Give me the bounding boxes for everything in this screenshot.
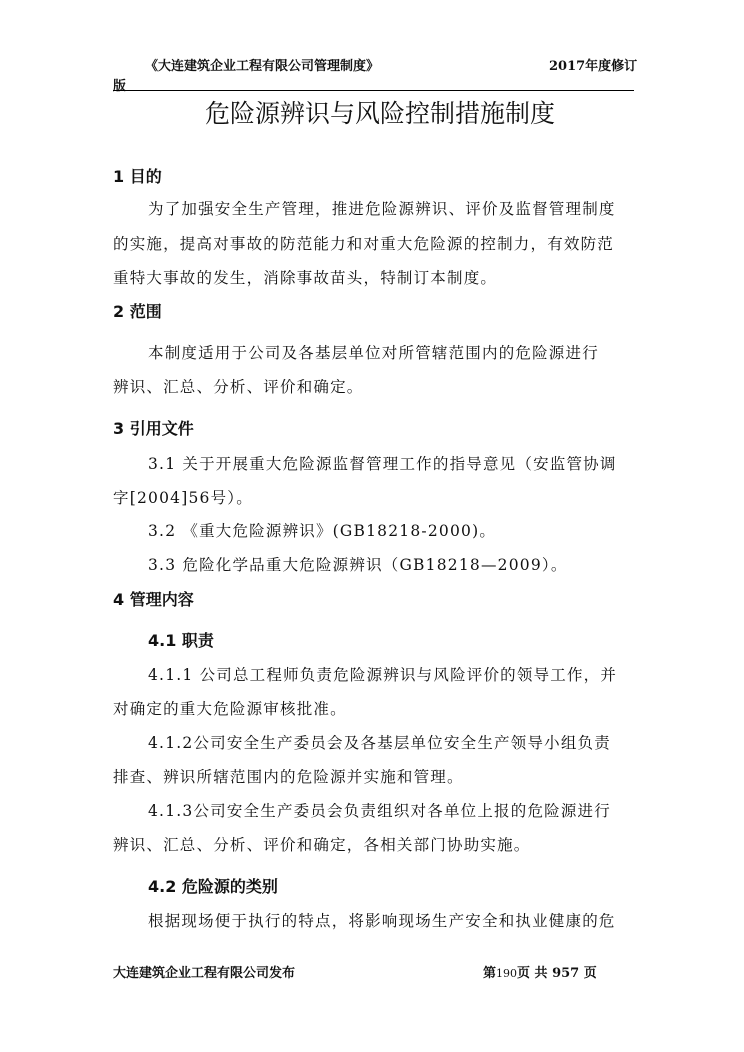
paragraph-line: 的实施，提高对事故的防范能力和对重大危险源的控制力，有效防范 [113,235,615,253]
paragraph-line: 根据现场便于执行的特点，将影响现场生产安全和执业健康的危 [148,912,616,930]
paragraph-line: 4.1.1 公司总工程师负责危险源辨识与风险评价的领导工作，并 [148,666,618,684]
paragraph-line: 排查、辨识所辖范围内的危险源并实施和管理。 [113,768,464,786]
section-heading-management: 4 管理内容 [113,590,194,609]
header-doc-title: 《大连建筑企业工程有限公司管理制度》 [145,59,380,74]
page-title: 危险源辨识与风险控制措施制度 [205,99,556,128]
paragraph-line: 4.1.2公司安全生产委员会及各基层单位安全生产领导小组负责 [148,734,611,752]
header-revision: 2017年度修订 [549,59,638,74]
footer-publisher: 大连建筑企业工程有限公司发布 [113,966,296,981]
section-heading-scope: 2 范围 [113,302,162,321]
section-heading-purpose: 1 目的 [113,167,162,186]
paragraph-line: 为了加强安全生产管理，推进危险源辨识、评价及监督管理制度 [148,200,616,218]
footer-page-suffix: 页 [583,966,597,981]
footer-page-mid: 页 共 [517,966,548,981]
section-heading-references: 3 引用文件 [113,419,194,438]
paragraph-line: 4.1.3公司安全生产委员会负责组织对各单位上报的危险源进行 [148,802,611,820]
paragraph-line: 本制度适用于公司及各基层单位对所管辖范围内的危险源进行 [148,344,599,362]
paragraph-line: 辨识、汇总、分析、评价和确定。 [113,378,364,396]
paragraph-line: 3.2 《重大危险源辨识》(GB18218-2000)。 [148,522,497,540]
paragraph-line: 3.3 危险化学品重大危险源辨识（GB18218—2009）。 [148,556,568,574]
footer-page-prefix: 第 [483,966,497,981]
paragraph-line: 字[2004]56号）。 [113,489,253,507]
paragraph-line: 对确定的重大危险源审核批准。 [113,700,347,718]
footer-page-info [483,962,597,981]
paragraph-line: 重特大事故的发生，消除事故苗头，特制订本制度。 [113,269,498,287]
header-rule [113,90,634,91]
header-revision-tail: 版 [113,79,127,94]
paragraph-line: 3.1 关于开展重大危险源监督管理工作的指导意见（安监管协调 [148,455,617,473]
footer-page-total: 957 [552,966,580,981]
footer-page-current: 190 [496,967,518,980]
subsection-heading-hazard-categories: 4.2 危险源的类别 [148,877,278,896]
subsection-heading-duties: 4.1 职责 [148,631,214,650]
paragraph-line: 辨识、汇总、分析、评价和确定，各相关部门协助实施。 [113,836,531,854]
